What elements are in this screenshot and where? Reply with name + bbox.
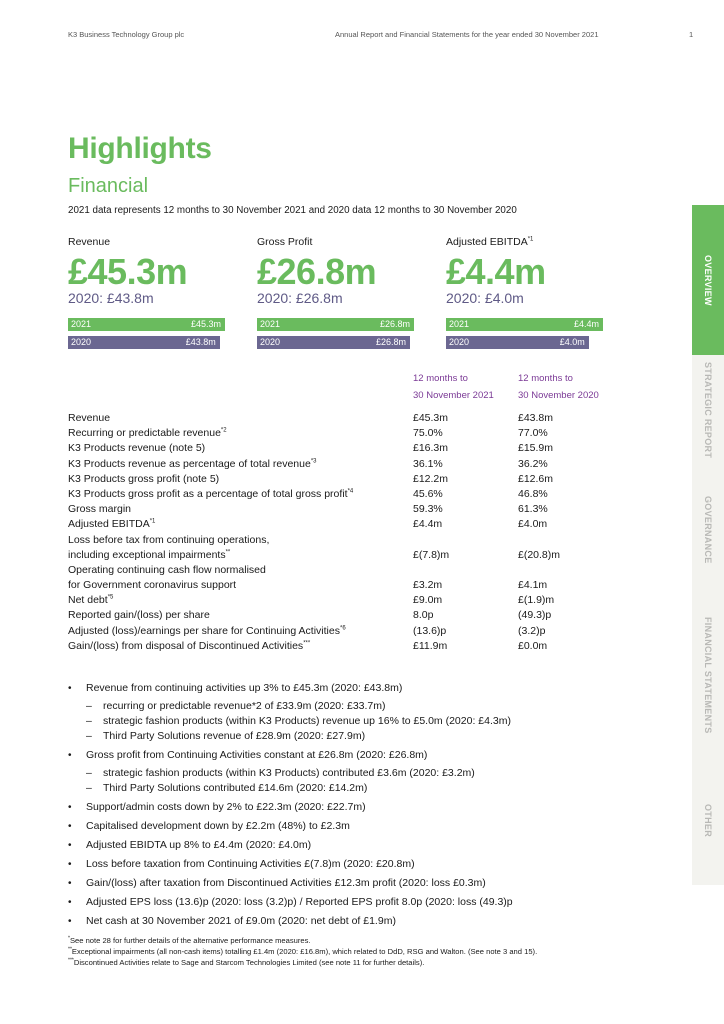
tab-governance[interactable]: GOVERNANCE	[703, 496, 713, 564]
bar-value-label: £43.8m	[185, 337, 216, 347]
footnote: ***Discontinued Activities relate to Sage and Starcom Technologies Limited (see note 11 for further details).	[68, 957, 425, 967]
row-label: Revenue	[68, 412, 111, 424]
row-label: Net debt$^{*5}$	[68, 594, 114, 607]
table-row	[68, 533, 628, 563]
dash-icon: –	[86, 782, 92, 794]
bullet-icon: •	[68, 897, 72, 908]
table-row	[68, 624, 628, 639]
sub-bullet-item	[68, 714, 628, 729]
bullet-item	[68, 876, 628, 891]
bar-2020	[257, 336, 410, 349]
value-2020: £12.6m	[518, 472, 554, 485]
bullet-text: Capitalised development down by £2.2m (48%) to £2.3m	[86, 820, 350, 832]
bar-value-label: £26.8m	[376, 337, 407, 347]
value-2020: £4.1m	[518, 579, 548, 592]
kpi-label: Revenue	[68, 236, 111, 248]
bullet-item	[68, 800, 628, 815]
bar-2021	[68, 318, 225, 331]
bar-year-label: 2020	[260, 337, 281, 347]
sub-bullet-item	[68, 781, 628, 796]
value-2020: £15.9m	[518, 442, 554, 455]
value-2020: (3.2)p	[518, 624, 546, 637]
bullet-icon: •	[68, 840, 72, 851]
table-row	[68, 457, 628, 472]
sub-bullet-item	[68, 766, 628, 781]
value-2020: 77.0%	[518, 427, 548, 440]
kpi-prior-year: 2020: £26.8m	[257, 290, 343, 306]
bar-year-label: 2020	[449, 337, 470, 347]
value-2020: £4.0m	[518, 518, 548, 531]
value-2020: (49.3)p	[518, 609, 552, 622]
dash-icon: –	[86, 730, 92, 742]
bullet-icon: •	[68, 878, 72, 889]
kpi-revenue	[68, 236, 238, 349]
sub-bullet-text: Third Party Solutions revenue of £28.9m (2020: £27.9m)	[103, 730, 366, 742]
bullet-item	[68, 857, 628, 872]
bullet-item	[68, 838, 628, 853]
bullet-item	[68, 914, 628, 929]
bullet-text: Gain/(loss) after taxation from Discontinued Activities £12.3m profit (2020: loss £0.3m)	[86, 877, 486, 889]
dash-icon: –	[86, 700, 92, 712]
bar-year-label: 2021	[71, 319, 92, 329]
bullet-text: Adjusted EPS loss (13.6)p (2020: loss (3.2)p) / Reported EPS profit 8.0p (2020: loss (49.3)p	[86, 896, 513, 908]
value-2021: £3.2m	[413, 579, 443, 592]
value-2021: £4.4m	[413, 518, 443, 531]
highlights-bullet-list	[68, 681, 628, 933]
kpi-gross-profit	[257, 236, 427, 349]
value-2021: £45.3m	[413, 411, 449, 424]
footnote: **Exceptional impairments (all non-cash items) totalling £1.4m (2020: £16.8m), which related to DdD, RSG and Walton. (See note 3 and 15).	[68, 946, 538, 956]
value-2020: 61.3%	[518, 503, 548, 516]
bullet-item	[68, 681, 628, 744]
row-label: Loss before tax from continuing operations, including exceptional impairments**	[68, 533, 270, 561]
value-2020: £(20.8)m	[518, 548, 561, 561]
row-label: K3 Products revenue (note 5)	[68, 442, 206, 455]
kpi-value: £45.3m	[68, 251, 188, 292]
table-row	[68, 608, 628, 623]
value-2021: 36.1%	[413, 457, 443, 470]
page-number: 1	[689, 30, 694, 39]
bullet-icon: •	[68, 916, 72, 927]
table-row	[68, 411, 628, 426]
bullet-text: Gross profit from Continuing Activities constant at £26.8m (2020: £26.8m)	[86, 749, 428, 761]
table-row	[68, 426, 628, 441]
row-label: Adjusted EBITDA$^{*1}$	[68, 518, 156, 531]
company-name: K3 Business Technology Group plc	[68, 30, 185, 39]
table-row	[68, 441, 628, 456]
kpi-label: Gross Profit	[257, 236, 313, 248]
bar-2020	[68, 336, 220, 349]
column-header-2020: 12 months to 30 November 2020	[518, 373, 599, 401]
sub-bullet-text: strategic fashion products (within K3 Products) revenue up 16% to £5.0m (2020: £4.3m)	[103, 715, 511, 727]
table-row	[68, 517, 628, 532]
bar-value-label: £4.4m	[573, 319, 599, 329]
table-row	[68, 563, 628, 593]
row-label: Gross margin	[68, 503, 132, 516]
dash-icon: –	[86, 767, 92, 779]
value-2021: £16.3m	[413, 442, 449, 455]
bullet-text: Adjusted EBIDTA up 8% to £4.4m (2020: £4.0m)	[86, 839, 312, 851]
bullet-icon: •	[68, 821, 72, 832]
table-row	[68, 593, 628, 608]
kpi-label: Adjusted EBITDA$^{*1}$	[446, 236, 534, 248]
sub-bullet-text: strategic fashion products (within K3 Products) contributed £3.6m (2020: £3.2m)	[103, 767, 475, 779]
bar-year-label: 2021	[449, 319, 470, 329]
bar-year-label: 2020	[71, 337, 92, 347]
kpi-prior-year: 2020: £43.8m	[68, 290, 154, 306]
sub-bullet-text: recurring or predictable revenue*2 of £33.9m (2020: £33.7m)	[103, 700, 386, 712]
value-2020: £0.0m	[518, 639, 548, 652]
bullet-icon: •	[68, 859, 72, 870]
sub-bullet-item	[68, 729, 628, 744]
sub-bullet-text: Third Party Solutions contributed £14.6m (2020: £14.2m)	[103, 782, 368, 794]
row-label: K3 Products gross profit as a percentage of total gross profit$^{*4}$	[68, 487, 354, 500]
kpi-value: £26.8m	[257, 251, 377, 292]
row-label: Adjusted (loss)/earnings per share for Continuing Activities$^{*6}$	[68, 624, 346, 637]
value-2020: £43.8m	[518, 411, 554, 424]
page-title: Highlights	[68, 132, 212, 165]
value-2020: 46.8%	[518, 487, 548, 500]
footnotes	[68, 935, 613, 968]
bullet-text: Net cash at 30 November 2021 of £9.0m (2020: net debt of £1.9m)	[86, 915, 396, 927]
row-label: K3 Products revenue as percentage of total revenue$^{*3}$	[68, 457, 317, 470]
value-2020: 36.2%	[518, 457, 548, 470]
value-2021: 8.0p	[413, 609, 434, 622]
row-label: Reported gain/(loss) per share	[68, 609, 210, 622]
table-row	[68, 502, 628, 517]
intro-text: 2021 data represents 12 months to 30 November 2021 and 2020 data 12 months to 30 November 2020	[68, 205, 517, 216]
bullet-item	[68, 895, 628, 910]
bullet-text: Loss before taxation from Continuing Activities £(7.8)m (2020: £20.8m)	[86, 858, 415, 870]
kpi-adjusted-ebitda	[446, 236, 616, 349]
kpi-value: £4.4m	[446, 251, 546, 292]
bar-value-label: £4.0m	[559, 337, 585, 347]
value-2021: £11.9m	[413, 639, 448, 652]
bar-value-label: £26.8m	[379, 319, 410, 329]
table-row	[68, 639, 628, 654]
bullet-text: Revenue from continuing activities up 3% to £45.3m (2020: £43.8m)	[86, 682, 403, 694]
bullet-text: Support/admin costs down by 2% to £22.3m (2020: £22.7m)	[86, 801, 366, 813]
dash-icon: –	[86, 715, 92, 727]
kpi-prior-year: 2020: £4.0m	[446, 290, 524, 306]
row-label: Operating continuing cash flow normalised for Government coronavirus support	[68, 563, 266, 592]
tab-strategic-report[interactable]: STRATEGIC REPORT	[703, 361, 713, 459]
value-2021: £12.2m	[413, 472, 449, 485]
value-2021: 75.0%	[413, 427, 443, 440]
bullet-item	[68, 819, 628, 834]
tab-other[interactable]: OTHER	[703, 803, 713, 837]
footnote: *See note 28 for further details of the alternative performance measures.	[68, 935, 311, 945]
bar-2020	[446, 336, 589, 349]
section-sidenav	[692, 205, 724, 885]
bar-2021	[257, 318, 414, 331]
bullet-icon: •	[68, 683, 72, 694]
row-label: Recurring or predictable revenue$^{*2}$	[68, 427, 227, 440]
value-2021: £9.0m	[413, 594, 443, 607]
bar-year-label: 2021	[260, 319, 281, 329]
column-header-2021: 12 months to 30 November 2021	[413, 373, 494, 401]
tab-financial-statements[interactable]: FINANCIAL STATEMENTS	[703, 616, 713, 734]
section-subtitle: Financial	[68, 175, 149, 197]
table-row	[68, 487, 628, 502]
bullet-item	[68, 748, 628, 796]
report-title: Annual Report and Financial Statements for the year ended 30 November 2021	[335, 30, 599, 39]
bar-value-label: £45.3m	[190, 319, 221, 329]
sub-bullet-item	[68, 699, 628, 714]
tab-overview[interactable]: OVERVIEW	[692, 205, 724, 355]
table-row	[68, 472, 628, 487]
bullet-icon: •	[68, 750, 72, 761]
value-2021: (13.6)p	[413, 624, 447, 637]
row-label: Gain/(loss) from disposal of Discontinued Activities***	[68, 639, 311, 652]
value-2020: £(1.9)m	[518, 594, 555, 607]
value-2021: £(7.8)m	[413, 548, 450, 561]
row-label: K3 Products gross profit (note 5)	[68, 472, 220, 485]
financial-table	[68, 411, 628, 654]
bullet-icon: •	[68, 802, 72, 813]
value-2021: 45.6%	[413, 487, 443, 500]
value-2021: 59.3%	[413, 503, 443, 516]
bar-2021	[446, 318, 603, 331]
